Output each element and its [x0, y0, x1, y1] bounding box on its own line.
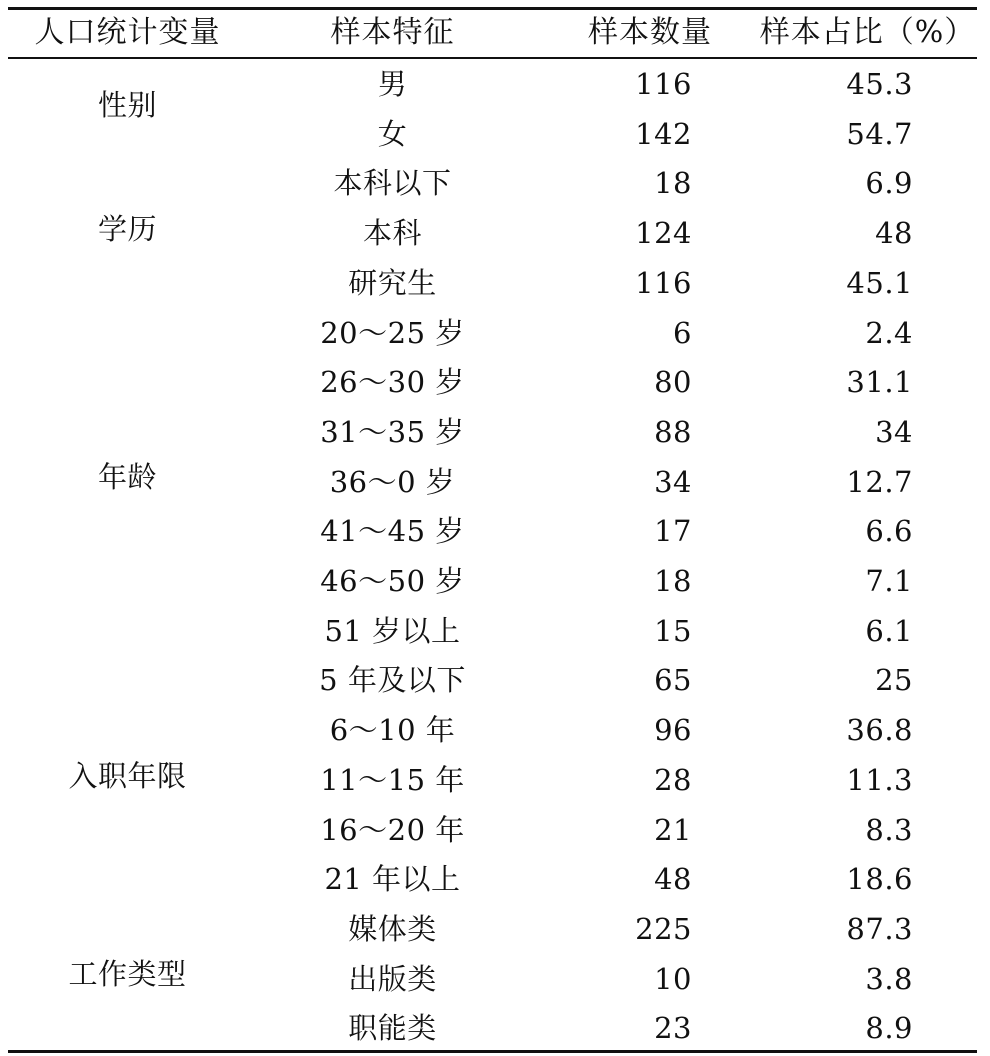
table-row	[0, 1003, 990, 1053]
sample-count-cell: 6	[673, 315, 692, 350]
sample-feature-cell: 20～25 岁	[320, 315, 465, 350]
sample-percent-cell: 45.1	[846, 265, 913, 300]
table-row	[0, 854, 990, 904]
sample-count-cell: 48	[654, 862, 692, 897]
demographic-group-label: 性别	[97, 87, 157, 122]
table-row	[0, 755, 990, 805]
sample-percent-cell: 8.3	[865, 812, 913, 847]
sample-feature-cell: 本科	[362, 216, 422, 251]
sample-count-cell: 80	[654, 365, 692, 400]
sample-feature-cell: 5 年及以下	[319, 663, 466, 698]
header-sample-feature: 样本特征	[330, 15, 455, 50]
sample-count-cell: 34	[654, 464, 692, 499]
table-row	[0, 556, 990, 606]
sample-count-cell: 142	[635, 116, 692, 151]
table-row	[0, 705, 990, 755]
table-row	[0, 109, 990, 159]
sample-percent-cell: 25	[875, 663, 913, 698]
sample-percent-cell: 48	[875, 216, 913, 251]
header-sample-percent: 样本占比（%）	[759, 15, 976, 50]
table-row	[0, 457, 990, 507]
table-row	[0, 357, 990, 407]
sample-feature-cell: 46～50 岁	[320, 564, 465, 598]
sample-feature-cell: 研究生	[348, 265, 437, 300]
table-row	[0, 59, 990, 109]
sample-percent-cell: 36.8	[846, 713, 913, 748]
sample-feature-cell: 11～15 年	[320, 762, 465, 797]
sample-count-cell: 116	[635, 67, 692, 101]
sample-feature-cell: 21 年以上	[324, 862, 461, 897]
sample-count-cell: 21	[654, 812, 692, 847]
sample-percent-cell: 6.9	[865, 166, 913, 201]
table-row	[0, 158, 990, 208]
sample-count-cell: 15	[654, 613, 692, 648]
sample-count-cell: 18	[654, 564, 692, 598]
sample-feature-cell: 媒体类	[348, 911, 437, 946]
sample-count-cell: 10	[654, 961, 692, 996]
demographic-group-label: 入职年限	[68, 758, 187, 793]
sample-count-cell: 124	[635, 216, 692, 251]
sample-feature-cell: 51 岁以上	[324, 613, 461, 648]
sample-count-cell: 88	[654, 414, 692, 449]
sample-percent-cell: 45.3	[846, 67, 913, 101]
table-row	[0, 258, 990, 308]
sample-percent-cell: 7.1	[865, 564, 913, 598]
table-row	[0, 954, 990, 1004]
sample-feature-cell: 36～0 岁	[329, 464, 456, 499]
header-sample-count: 样本数量	[588, 15, 712, 50]
table-row	[0, 308, 990, 358]
sample-feature-cell: 31～35 岁	[320, 414, 465, 449]
table-bottom-rule	[8, 1050, 977, 1053]
sample-feature-cell: 本科以下	[333, 166, 452, 201]
demographic-group-label: 年龄	[97, 460, 157, 495]
sample-count-cell: 18	[654, 166, 692, 201]
sample-feature-cell: 26～30 岁	[320, 365, 465, 400]
sample-count-cell: 28	[654, 762, 692, 797]
sample-feature-cell: 6～10 年	[329, 713, 456, 748]
sample-percent-cell: 12.7	[846, 464, 913, 499]
sample-feature-cell: 16～20 年	[320, 812, 465, 847]
demographic-group-label: 工作类型	[68, 957, 187, 992]
sample-feature-cell: 男	[377, 67, 408, 101]
table-row	[0, 506, 990, 556]
sample-count-cell: 225	[635, 911, 692, 946]
demographic-group-label: 学历	[97, 211, 157, 246]
sample-count-cell: 65	[654, 663, 692, 698]
sample-percent-cell: 2.4	[865, 315, 913, 350]
header-demographic-variable: 人口统计变量	[34, 15, 221, 50]
sample-feature-cell: 女	[377, 116, 408, 151]
sample-feature-cell: 职能类	[348, 1011, 437, 1046]
sample-percent-cell: 11.3	[846, 762, 913, 797]
sample-count-cell: 116	[635, 265, 692, 300]
sample-count-cell: 96	[654, 713, 692, 748]
sample-percent-cell: 31.1	[846, 365, 913, 400]
sample-percent-cell: 3.8	[865, 961, 913, 996]
sample-count-cell: 17	[654, 514, 692, 549]
sample-count-cell: 23	[654, 1011, 692, 1046]
sample-percent-cell: 6.6	[865, 514, 913, 549]
sample-percent-cell: 87.3	[846, 911, 913, 946]
sample-percent-cell: 8.9	[865, 1011, 913, 1046]
table-row	[0, 655, 990, 705]
sample-percent-cell: 54.7	[846, 116, 913, 151]
sample-feature-cell: 出版类	[348, 961, 437, 996]
sample-percent-cell: 6.1	[865, 613, 913, 648]
table-row	[0, 805, 990, 855]
sample-feature-cell: 41～45 岁	[320, 514, 465, 549]
sample-percent-cell: 34	[875, 414, 913, 449]
sample-percent-cell: 18.6	[846, 862, 913, 897]
table-row	[0, 208, 990, 258]
table-row	[0, 904, 990, 954]
table-row	[0, 606, 990, 656]
table-row	[0, 407, 990, 457]
